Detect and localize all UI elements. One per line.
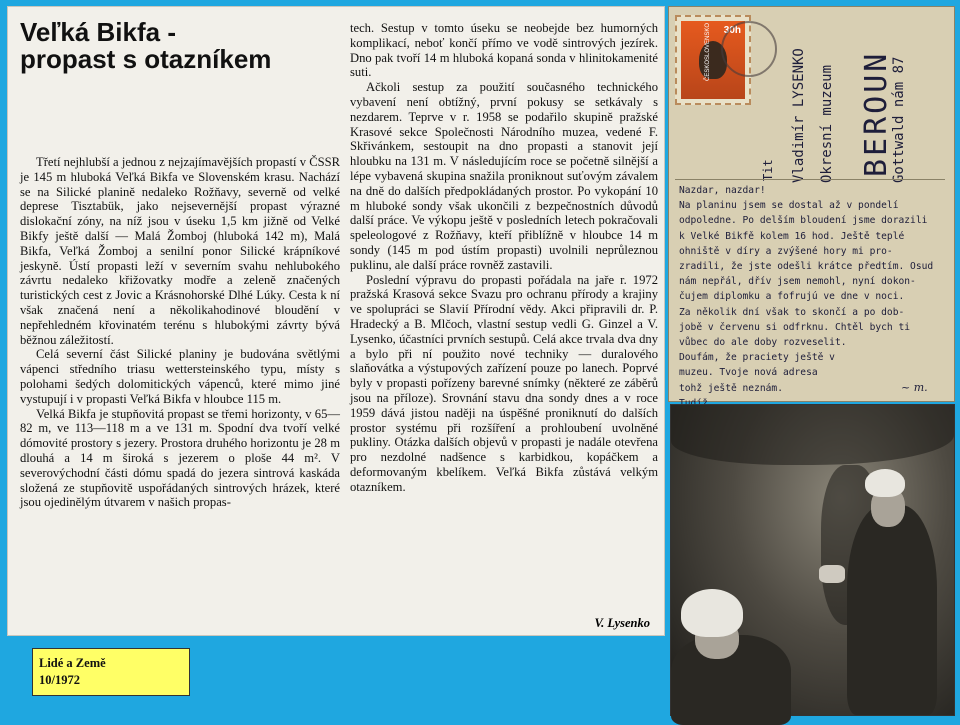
stamp-value: 30h xyxy=(723,25,741,36)
postcard-message xyxy=(679,183,949,411)
address-street: Gottwald nám 87 xyxy=(891,56,907,183)
cave-photo xyxy=(670,404,955,716)
newspaper-clipping xyxy=(7,6,665,636)
caver-helmet-right xyxy=(865,469,905,497)
article-column-left xyxy=(20,155,340,510)
message-line: nám nepřál, dřív jsem nemohl, nyní dokon- xyxy=(679,276,916,288)
source-issue: 10/1972 xyxy=(39,673,80,687)
article-column-right xyxy=(350,21,658,495)
message-line: muzeu. Tvoje nová adresa xyxy=(679,367,818,379)
paragraph: Celá severní část Silické planiny je budována světlými vápenci středního triasu wettersteinského typu, místy s polohami šedých dolomitických vápenců, které mimo jiné vystupují i v propasti Veľká Bikfa v hloubce 115 m. xyxy=(20,347,340,406)
address-salutation: Tit xyxy=(761,159,775,181)
paragraph: Poslední výpravu do propasti pořádala na jaře r. 1972 pražská Krasová sekce Svazu pro ochranu přírody a krajiny ve spolupráci se Slavií Přírodní vědy. Akci připravili dr. P. Hradecký a B. Mlčoch, vlastní sestup vedli G. Ginzel a V. Lysenko, účastníci prvních sestupů. Celá akce trvala dva dny a bylo při ní použito nové techniky — duralového slaňovátka a výstupových zařízení pouze po lanech. Poprvé byly v propasti pořízeny barevné snímky (některé ze záběrů jsou na příloze). Srovnání stavu dna sondy dnes a v roce 1959 dává jistou naději na úspěšné proniknutí do dalších prostor systému při rozšíření a prohloubení uvolněné pukliny. Otázka dalších objevů v propasti je nadále otevřena pro nezdolné nadšence s karbidkou, kopáčkem a deformovaným kbelíkem. Veľká Bikfa zůstává velkým otazníkem. xyxy=(350,272,658,494)
postcard-divider xyxy=(675,179,945,180)
message-line: Nazdar, nazdar! xyxy=(679,185,766,196)
address-organization: Okresní muzeum xyxy=(819,64,835,183)
message-line: čujem diplomku a fofrujú ve dne v noci. xyxy=(679,291,905,303)
message-line: vůbec do ale doby rozveselit. xyxy=(679,337,847,349)
message-line: ohniště v díry a zvýšené hory mi pro- xyxy=(679,245,893,257)
postcard-image xyxy=(668,6,955,402)
paragraph: Třetí nejhlubší a jednou z nejzajímavějších propastí v ČSSR je 145 m hluboká Veľká Bikfa ve Slovenském krasu. Nachází se na Silické planině nedaleko Rožňavy, severně od velké deprese Tisztabük, jako nejsevernější propast výrazné dislokační zóny, na níž jsou v úseku 1,5 km jižně od Velké Bikfy ještě další — Malá Žomboj (hluboká 142 m), Malá Bikfa, Veľká Žomboj a senilní ponor Silické krápníkové jeskyně. Ústí propasti leží v severním svahu nehlubokého závrtu nedaleko křižovatky modře a zeleně značených turistických cest z Jovic a Krásnohorské Dlhé Lúky. Cesta k ní však značená není a několikahodinové bloudění v nepřehledném křovinatém terénu s hlubokými závrty bývá běžnou záležitostí. xyxy=(20,155,340,347)
postcard-signature: ~ m. xyxy=(901,381,928,394)
source-publication: Lidé a Země xyxy=(39,656,106,670)
message-line: jobě v červenu si odfrknu. Chtěl bych ti xyxy=(679,321,911,333)
message-line: zradili, že jste odešli krátce předtím. Osud xyxy=(679,261,934,273)
title-line-1: Veľká Bikfa - xyxy=(20,17,176,47)
message-line: k Velké Bikfě kolem 16 hod. Ještě teplé xyxy=(679,230,905,242)
caver-helmet-left xyxy=(681,589,743,637)
paragraph: Ačkoli sestup za použití současného technického vybavení není obtížný, první pokusy se setkávaly s nezdarem. Teprve v r. 1958 se podařilo skupině pražské Krasové sekce Společnosti Národního muzea, vedené F. Skřivánkem, sestoupit na dno propasti a stanovit její hloubku na 131 m. V následujícím roce se početně silnější a lépe vybavená skupina snažila proniknout suťovým závalem na dně do dalších předpokládaných prostor. Po vykopání 10 m hluboké sondy však ukončili z bezpečnostních důvodů další práce. Ve výkopu ještě v posledních letech pokračovali speleologové z Rožňavy, kteří přiblížně v hloubce 14 m sondy (145 m pod ústím propasti) uvolnili neprůleznou puklinu, ale další práce rovněž zastavili. xyxy=(350,80,658,272)
paragraph: tech. Sestup v tomto úseku se neobejde bez humorných komplikací, neboť končí přímo ve vodě sintrových jezírek. Dno pak tvoří 14 m hluboká kopaná sonda v hlinitokamenité suti. xyxy=(350,21,658,80)
message-line: Na planinu jsem se dostal až v pondelí xyxy=(679,200,899,212)
article-author: V. Lysenko xyxy=(594,616,650,630)
title-line-2: propast s otazníkem xyxy=(20,44,272,74)
caver-body-right xyxy=(847,505,937,715)
paragraph: Velká Bikfa je stupňovitá propast se třemi horizonty, v 65—82 m, ve 113—118 m a ve 131 m. Spodní dva tvoří velké dómovité prostory s jezery. Prostora druhého horizontu je 28 m dlouhá a 14 m široká s jezerem o ploše 44 m². V severovýchodní části dómu spadá do jezera sintrová kaskáda složená ze stupňovitě uspořádaných sintrových hrázek, které jsou ojedinělým útvarem v našich propas- xyxy=(20,406,340,510)
address-name: Vladimír LYSENKO xyxy=(791,48,807,183)
stamp-country: ČESKOSLOVENSKO xyxy=(705,22,712,82)
address-city: BEROUN xyxy=(859,50,894,177)
message-line: tohž ještě neznám. xyxy=(679,382,783,394)
postmark xyxy=(721,21,777,77)
article-title xyxy=(20,19,340,73)
message-line: Doufám, že praciety ještě v xyxy=(679,352,835,364)
source-label xyxy=(32,648,190,696)
message-line: Za několik dní však to skončí a po dob- xyxy=(679,306,905,318)
cooking-pot xyxy=(819,565,845,583)
cave-ceiling xyxy=(671,405,954,465)
message-line: odpoledne. Po delším bloudení jsme dorazili xyxy=(679,215,928,227)
